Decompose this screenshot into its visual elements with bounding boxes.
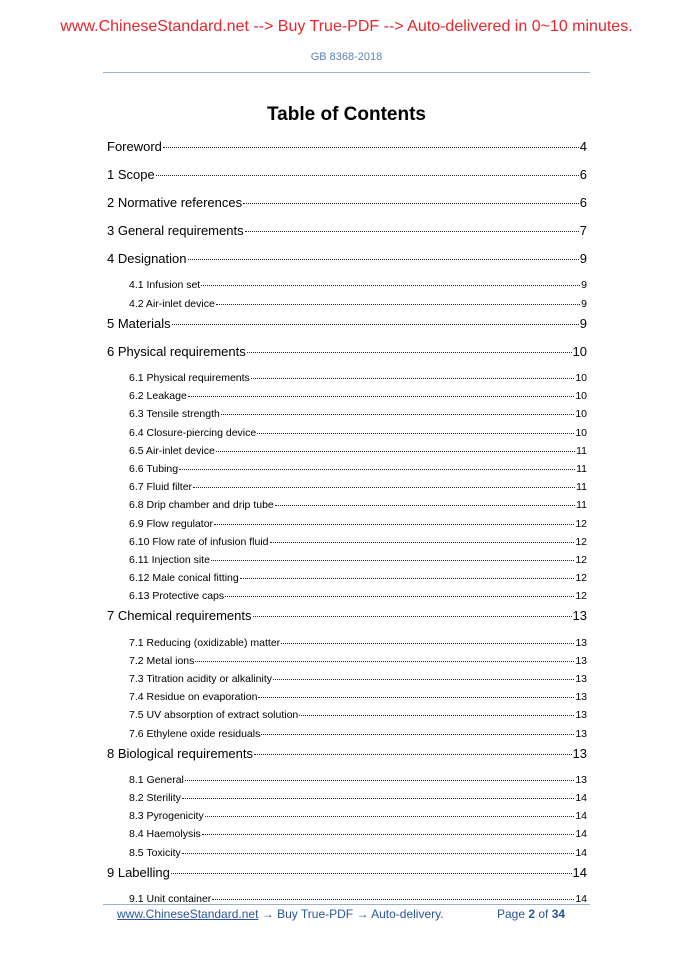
toc-entry-page: 13 xyxy=(575,773,587,786)
toc-entry-page: 13 xyxy=(575,691,587,704)
toc-dot-leader xyxy=(201,285,580,286)
toc-entry-page: 13 xyxy=(575,727,587,740)
toc-entry-page: 10 xyxy=(575,372,587,385)
toc-entry-page: 11 xyxy=(576,481,587,494)
toc-entry-page: 14 xyxy=(575,892,587,905)
toc-subsection-entry[interactable] xyxy=(107,587,587,605)
toc-entry-label: 8.2 Sterility xyxy=(129,791,181,804)
toc-section-entry[interactable] xyxy=(107,341,587,369)
toc-dot-leader xyxy=(245,231,579,232)
toc-section-entry[interactable] xyxy=(107,136,587,164)
toc-dot-leader xyxy=(182,798,574,799)
toc-subsection-entry[interactable] xyxy=(107,807,587,825)
toc-entry-page: 6 xyxy=(579,167,587,183)
toc-entry-page: 9 xyxy=(579,315,587,331)
toc-subsection-entry[interactable] xyxy=(107,890,587,908)
toc-entry-label: 8.5 Toxicity xyxy=(129,846,181,859)
toc-entry-page: 11 xyxy=(576,462,587,475)
toc-entry-page: 10 xyxy=(572,343,587,359)
toc-subsection-entry[interactable] xyxy=(107,295,587,313)
toc-entry-label: 4.2 Air-inlet device xyxy=(129,297,215,310)
toc-dot-leader xyxy=(179,469,575,470)
toc-entry-label: 6.9 Flow regulator xyxy=(129,517,214,530)
toc-section-entry[interactable] xyxy=(107,313,587,341)
toc-entry-page: 13 xyxy=(575,709,587,722)
toc-dot-leader xyxy=(243,203,579,204)
toc-subsection-entry[interactable] xyxy=(107,460,587,478)
footer-text: → Buy True-PDF → Auto-delivery. xyxy=(258,907,444,921)
toc-entry-label: 7 Chemical requirements xyxy=(107,608,252,624)
toc-entry-label: 6 Physical requirements xyxy=(107,343,246,359)
toc-dot-leader xyxy=(299,715,574,716)
toc-entry-label: 1 Scope xyxy=(107,167,155,183)
toc-entry-label: 7.6 Ethylene oxide residuals xyxy=(129,727,261,740)
toc-entry-page: 7 xyxy=(579,223,587,239)
toc-dot-leader xyxy=(156,175,579,176)
toc-entry-label: 4 Designation xyxy=(107,251,187,267)
toc-subsection-entry[interactable] xyxy=(107,725,587,743)
promo-banner[interactable]: www.ChineseStandard.net --> Buy True-PDF --> Auto-delivered in 0~10 minutes. xyxy=(60,18,633,35)
toc-dot-leader xyxy=(185,780,574,781)
toc-entry-label: 7.4 Residue on evaporation xyxy=(129,691,258,704)
toc-entry-page: 14 xyxy=(572,864,587,880)
toc-dot-leader xyxy=(281,643,574,644)
footer-divider xyxy=(103,904,590,905)
toc-dot-leader xyxy=(275,505,575,506)
toc-entry-page: 10 xyxy=(575,390,587,403)
toc-dot-leader xyxy=(225,596,574,597)
toc-entry-page: 9 xyxy=(581,279,587,292)
footer xyxy=(117,907,587,921)
toc-dot-leader xyxy=(171,873,572,874)
toc-entry-label: 9 Labelling xyxy=(107,864,170,880)
toc-entry-page: 14 xyxy=(575,846,587,859)
toc-entry-page: 13 xyxy=(572,608,587,624)
toc-entry-label: 7.2 Metal ions xyxy=(129,654,195,667)
toc-subsection-entry[interactable] xyxy=(107,706,587,724)
toc-entry-page: 4 xyxy=(579,139,587,154)
toc-dot-leader xyxy=(257,433,574,434)
toc-entry-label: 6.1 Physical requirements xyxy=(129,372,250,385)
toc-entry-page: 12 xyxy=(575,572,587,585)
toc-entry-label: 6.2 Leakage xyxy=(129,390,187,403)
toc-entry-label: 9.1 Unit container xyxy=(129,892,212,905)
toc-subsection-entry[interactable] xyxy=(107,569,587,587)
toc-subsection-entry[interactable] xyxy=(107,551,587,569)
toc-section-entry[interactable] xyxy=(107,220,587,248)
toc-dot-leader xyxy=(182,853,575,854)
toc-subsection-entry[interactable] xyxy=(107,652,587,670)
toc-entry-page: 13 xyxy=(575,654,587,667)
toc-dot-leader xyxy=(216,451,575,452)
toc-subsection-entry[interactable] xyxy=(107,688,587,706)
toc-dot-leader xyxy=(211,560,574,561)
toc-entry-page: 10 xyxy=(575,408,587,421)
toc-entry-label: 3 General requirements xyxy=(107,223,244,239)
toc-entry-label: 7.3 Titration acidity or alkalinity xyxy=(129,672,272,685)
toc-subsection-entry[interactable] xyxy=(107,442,587,460)
page-total: 34 xyxy=(551,907,566,921)
toc-entry-page: 11 xyxy=(576,444,587,457)
toc-subsection-entry[interactable] xyxy=(107,478,587,496)
page-current: 2 xyxy=(528,907,536,921)
toc-entry-label: 8.3 Pyrogenicity xyxy=(129,810,204,823)
toc-entry-page: 12 xyxy=(575,553,587,566)
toc-entry-label: 6.13 Protective caps xyxy=(129,590,225,603)
toc-subsection-entry[interactable] xyxy=(107,424,587,442)
toc-entry-page: 9 xyxy=(579,251,587,267)
toc-dot-leader xyxy=(193,487,575,488)
toc-dot-leader xyxy=(212,899,574,900)
footer-link[interactable]: www.ChineseStandard.net xyxy=(117,907,259,921)
toc-entry-page: 13 xyxy=(575,636,587,649)
toc-subsection-entry[interactable] xyxy=(107,496,587,514)
standard-code: GB 8368-2018 xyxy=(310,51,383,63)
toc-section-entry[interactable] xyxy=(107,605,587,633)
toc-entry-label: 5 Materials xyxy=(107,315,171,331)
toc-dot-leader xyxy=(258,697,574,698)
toc-entry-page: 13 xyxy=(572,745,587,761)
toc-entry-label: 6.12 Male conical fitting xyxy=(129,572,239,585)
toc-entry-page: 11 xyxy=(576,499,587,512)
toc-dot-leader xyxy=(221,414,574,415)
table-of-contents xyxy=(107,136,587,908)
toc-dot-leader xyxy=(163,147,579,148)
toc-dot-leader xyxy=(261,734,574,735)
toc-subsection-entry[interactable] xyxy=(107,789,587,807)
page-title: Table of Contents xyxy=(266,104,427,125)
toc-dot-leader xyxy=(253,616,572,617)
toc-section-entry[interactable] xyxy=(107,192,587,220)
toc-entry-label: 8 Biological requirements xyxy=(107,745,253,761)
toc-entry-label: 7.1 Reducing (oxidizable) matter xyxy=(129,636,281,649)
page-indicator xyxy=(497,907,565,921)
toc-entry-label: 6.6 Tubing xyxy=(129,462,179,475)
toc-dot-leader xyxy=(216,304,580,305)
toc-entry-label: 6.4 Closure-piercing device xyxy=(129,426,257,439)
toc-dot-leader xyxy=(172,324,579,325)
toc-entry-label: 7.5 UV absorption of extract solution xyxy=(129,709,299,722)
toc-entry-label: 8.1 General xyxy=(129,773,184,786)
toc-dot-leader xyxy=(202,834,575,835)
toc-entry-page: 12 xyxy=(575,517,587,530)
toc-entry-page: 6 xyxy=(579,195,587,211)
toc-dot-leader xyxy=(188,259,579,260)
toc-subsection-entry[interactable] xyxy=(107,844,587,862)
toc-entry-label: 6.10 Flow rate of infusion fluid xyxy=(129,535,269,548)
toc-subsection-entry[interactable] xyxy=(107,634,587,652)
toc-subsection-entry[interactable] xyxy=(107,387,587,405)
toc-section-entry[interactable] xyxy=(107,164,587,192)
toc-dot-leader xyxy=(254,754,572,755)
toc-entry-label: Foreword xyxy=(107,139,162,154)
toc-dot-leader xyxy=(240,578,575,579)
toc-dot-leader xyxy=(251,378,575,379)
toc-dot-leader xyxy=(270,542,575,543)
toc-subsection-entry[interactable] xyxy=(107,405,587,423)
toc-section-entry[interactable] xyxy=(107,743,587,771)
toc-subsection-entry[interactable] xyxy=(107,369,587,387)
page-prefix: Page xyxy=(497,907,529,921)
toc-subsection-entry[interactable] xyxy=(107,276,587,294)
page-of: of xyxy=(535,907,552,921)
header-divider xyxy=(103,72,590,73)
toc-subsection-entry[interactable] xyxy=(107,771,587,789)
toc-dot-leader xyxy=(195,661,574,662)
toc-entry-label: 6.3 Tensile strength xyxy=(129,408,220,421)
toc-entry-label: 2 Normative references xyxy=(107,195,243,211)
toc-entry-label: 6.5 Air-inlet device xyxy=(129,444,215,457)
toc-subsection-entry[interactable] xyxy=(107,670,587,688)
toc-section-entry[interactable] xyxy=(107,248,587,276)
toc-dot-leader xyxy=(214,524,574,525)
toc-entry-page: 14 xyxy=(575,828,587,841)
toc-entry-page: 14 xyxy=(575,791,587,804)
toc-entry-page: 10 xyxy=(575,426,587,439)
toc-subsection-entry[interactable] xyxy=(107,515,587,533)
toc-entry-page: 14 xyxy=(575,810,587,823)
toc-entry-label: 6.8 Drip chamber and drip tube xyxy=(129,499,274,512)
toc-entry-label: 6.11 Injection site xyxy=(129,553,210,566)
toc-dot-leader xyxy=(205,816,575,817)
toc-section-entry[interactable] xyxy=(107,862,587,890)
toc-entry-page: 13 xyxy=(575,672,587,685)
toc-entry-label: 6.7 Fluid filter xyxy=(129,481,193,494)
toc-subsection-entry[interactable] xyxy=(107,533,587,551)
toc-dot-leader xyxy=(188,396,575,397)
toc-entry-label: 4.1 Infusion set xyxy=(129,279,201,292)
toc-entry-label: 8.4 Haemolysis xyxy=(129,828,201,841)
toc-dot-leader xyxy=(247,352,572,353)
toc-entry-page: 12 xyxy=(575,590,587,603)
toc-entry-page: 9 xyxy=(581,297,587,310)
toc-subsection-entry[interactable] xyxy=(107,825,587,843)
toc-entry-page: 12 xyxy=(575,535,587,548)
toc-dot-leader xyxy=(273,679,574,680)
